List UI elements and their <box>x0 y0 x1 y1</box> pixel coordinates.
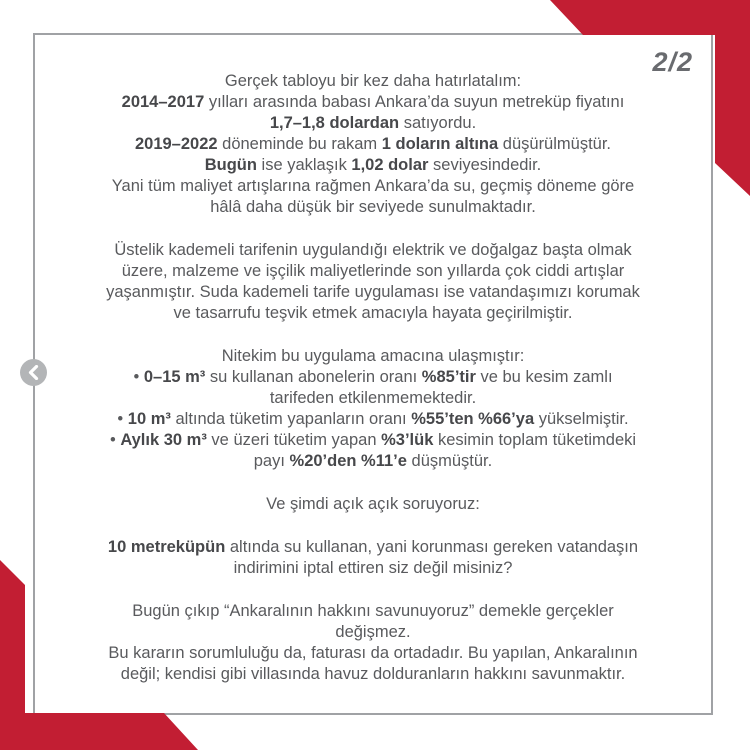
main-question <box>63 537 683 579</box>
text-segment: kesimin toplam tüketimdeki <box>433 431 637 449</box>
text-segment: düşmüştür. <box>406 452 493 470</box>
text-segment: Bugün çıkıp “Ankaralının hakkını savunuyoruz” demekle gerçekler <box>132 602 614 620</box>
intro-recap <box>63 71 683 218</box>
text-segment: su kullanan abonelerin oranı <box>205 368 422 386</box>
text-segment: Yani tüm maliyet artışlarına rağmen Ankara’da su, geçmiş döneme göre <box>111 177 635 195</box>
highlight-text: 2019–2022 <box>134 135 218 153</box>
highlight-text: 1 doların altına <box>381 135 499 153</box>
text-segment: hâlâ daha düşük bir seviyede sunulmaktadır. <box>210 198 536 216</box>
text-segment: altında su kullanan, yani korunması gereken vatandaşın <box>225 538 639 556</box>
text-segment: payı <box>253 452 290 470</box>
text-segment: satıyordu. <box>399 114 477 132</box>
tariff-results <box>63 346 683 472</box>
highlight-text: 2014–2017 <box>121 93 205 111</box>
question-lead <box>63 494 683 515</box>
text-segment: tarifeden etkilenmemektedir. <box>269 389 477 407</box>
carousel-prev-button[interactable] <box>20 359 47 386</box>
text-segment: döneminde bu rakam <box>217 135 382 153</box>
text-segment: yaşanmıştır. Suda kademeli tarife uygulaması ise vatandaşımızı korumak <box>106 283 640 301</box>
highlight-text: %3’lük <box>381 431 434 449</box>
text-segment: ve tasarrufu teşvik etmek amacıyla hayata geçirilmiştir. <box>173 304 573 322</box>
highlight-text: Bugün <box>204 156 257 174</box>
text-segment: değil; kendisi gibi villasında havuz dolduranların hakkını savunmaktır. <box>120 665 626 683</box>
text-segment: Ve şimdi açık açık soruyoruz: <box>266 495 480 513</box>
highlight-text: 10 m³ <box>127 410 171 428</box>
text-segment: ve bu kesim zamlı <box>475 368 613 386</box>
chevron-left-icon <box>28 365 39 380</box>
text-segment: Gerçek tabloyu bir kez daha hatırlatalım: <box>224 72 522 90</box>
text-segment: üzere, malzeme ve işçilik maliyetlerinde son yıllarda çok ciddi artışlar <box>121 262 625 280</box>
highlight-text: 1,7–1,8 dolardan <box>269 114 400 132</box>
text-segment: • <box>117 410 128 428</box>
closing <box>63 601 683 685</box>
highlight-text: 10 metreküpün <box>107 538 226 556</box>
highlight-text: 0–15 m³ <box>143 368 206 386</box>
text-segment: seviyesindedir. <box>428 156 542 174</box>
text-segment: altında tüketim yapanların oranı <box>170 410 412 428</box>
highlight-text: %85’tir <box>421 368 476 386</box>
text-segment: Bu kararın sorumluluğu da, faturası da ortadadır. Bu yapılan, Ankaralının <box>108 644 638 662</box>
content-card <box>33 33 713 715</box>
text-segment: yükselmiştir. <box>534 410 629 428</box>
text-segment: • <box>133 368 144 386</box>
body-text <box>35 35 711 685</box>
text-segment: değişmez. <box>335 623 411 641</box>
text-segment: • <box>109 431 121 449</box>
page-indicator: 2/2 <box>652 47 693 77</box>
highlight-text: %55’ten %66’ya <box>411 410 535 428</box>
text-segment: ve üzeri tüketim yapan <box>206 431 382 449</box>
highlight-text: Aylık 30 m³ <box>120 431 207 449</box>
text-segment: Üstelik kademeli tarifenin uygulandığı elektrik ve doğalgaz başta olmak <box>114 241 632 259</box>
highlight-text: 1,02 dolar <box>351 156 429 174</box>
text-segment: indirimini iptal ettiren siz değil misiniz? <box>233 559 513 577</box>
text-segment: ise yaklaşık <box>256 156 352 174</box>
highlight-text: %20’den %11’e <box>289 452 407 470</box>
text-segment: düşürülmüştür. <box>498 135 612 153</box>
cost-context <box>63 240 683 324</box>
text-segment: Nitekim bu uygulama amacına ulaşmıştır: <box>221 347 525 365</box>
text-segment: yılları arasında babası Ankara’da suyun metreküp fiyatını <box>204 93 625 111</box>
